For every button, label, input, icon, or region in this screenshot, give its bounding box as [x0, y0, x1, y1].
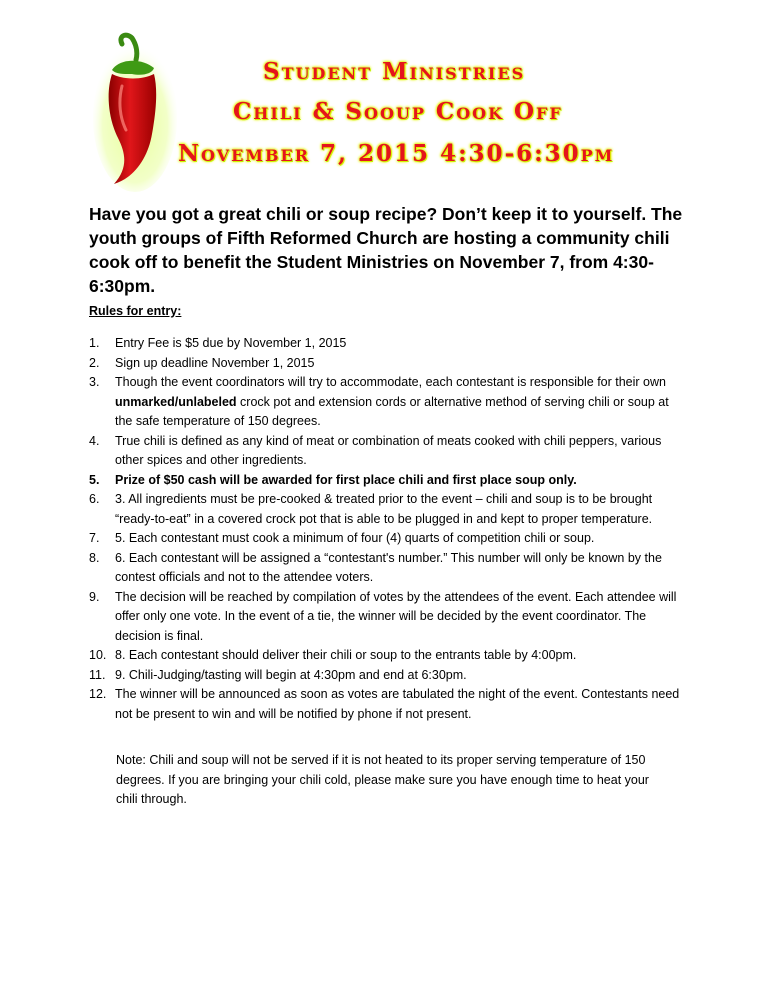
list-text: 5. Each contestant must cook a minimum of four (4) quarts of competition chili or soup.	[115, 531, 595, 545]
list-item	[89, 646, 689, 666]
header-title: Student Ministries	[263, 58, 526, 85]
list-item	[89, 490, 689, 529]
list-number: 9.	[89, 589, 100, 604]
list-number: 12.	[89, 687, 107, 701]
list-number: 10.	[89, 648, 107, 662]
list-text-post: crock pot and extension cords or alternative method of serving chili or soup at the safe temperature of 150 degrees.	[115, 394, 669, 428]
list-text: 3. All ingredients must be pre-cooked & treated prior to the event – chili and soup is to be brought “ready-to-eat” in a covered crock pot that is able to be plugged in and kept to proper temperature.	[115, 492, 653, 526]
list-item	[89, 588, 689, 647]
list-number: 1.	[89, 336, 100, 350]
list-item	[89, 549, 689, 588]
list-text: Entry Fee is $5 due by November 1, 2015	[115, 336, 347, 350]
note-paragraph: Note: Chili and soup will not be served if it is not heated to its proper serving temperature of 150 degrees. If you are bringing your chili cold, please make sure you have enough time to heat your chili through.	[116, 753, 649, 806]
chili-pepper-icon	[92, 30, 178, 192]
list-item	[89, 666, 689, 686]
list-item	[89, 471, 689, 491]
header-event-date: November 7, 2015 4:30-6:30pm	[178, 140, 615, 167]
list-number: 3.	[89, 375, 100, 389]
list-text: The decision will be reached by compilation of votes by the attendees of the event. Each attendee will offer only one vote. In the event of a tie, the winner will be decided by the event coordinator. The decision is final.	[115, 589, 677, 643]
list-number: 8.	[89, 550, 100, 565]
list-number: 5.	[89, 472, 100, 487]
list-number: 2.	[89, 355, 100, 370]
list-item	[89, 529, 689, 549]
list-item	[89, 334, 689, 354]
list-item	[89, 354, 689, 374]
list-text: The winner will be announced as soon as votes are tabulated the night of the event. Contestants need not be present to win and will be notified by phone if not present.	[115, 687, 680, 721]
list-text: 8. Each contestant should deliver their chili or soup to the entrants table by 4:00pm.	[115, 648, 577, 662]
list-number: 6.	[89, 492, 100, 506]
list-text: Sign up deadline November 1, 2015	[115, 355, 315, 370]
list-text: Prize of $50 cash will be awarded for first place chili and first place soup only.	[115, 472, 577, 487]
list-text-pre: Though the event coordinators will try to accommodate, each contestant is responsible for their own	[115, 375, 666, 389]
list-text-emphasis: unmarked/unlabeled	[115, 394, 237, 409]
list-item	[89, 373, 689, 432]
list-text: 9. Chili-Judging/tasting will begin at 4:30pm and end at 6:30pm.	[115, 667, 467, 682]
list-number: 11.	[89, 667, 106, 682]
list-text: 6. Each contestant will be assigned a “contestant's number.” This number will only be known by the contest officials and not to the attendee voters.	[115, 550, 662, 584]
list-item	[89, 685, 689, 724]
rules-list	[89, 334, 689, 724]
rules-heading: Rules for entry:	[89, 304, 182, 318]
intro-paragraph: Have you got a great chili or soup recipe? Don’t keep it to yourself. The youth groups of Fifth Reformed Church are hosting a community chili cook off to benefit the Student Ministries on November 7, from 4:30-6:30pm.	[89, 204, 683, 296]
list-item	[89, 432, 689, 471]
list-number: 4.	[89, 433, 100, 448]
list-number: 7.	[89, 531, 100, 545]
header-event-name: Chili & Sooup Cook Off	[233, 98, 563, 125]
list-text: True chili is defined as any kind of meat or combination of meats cooked with chili peppers, various other spices and other ingredients.	[115, 433, 662, 467]
